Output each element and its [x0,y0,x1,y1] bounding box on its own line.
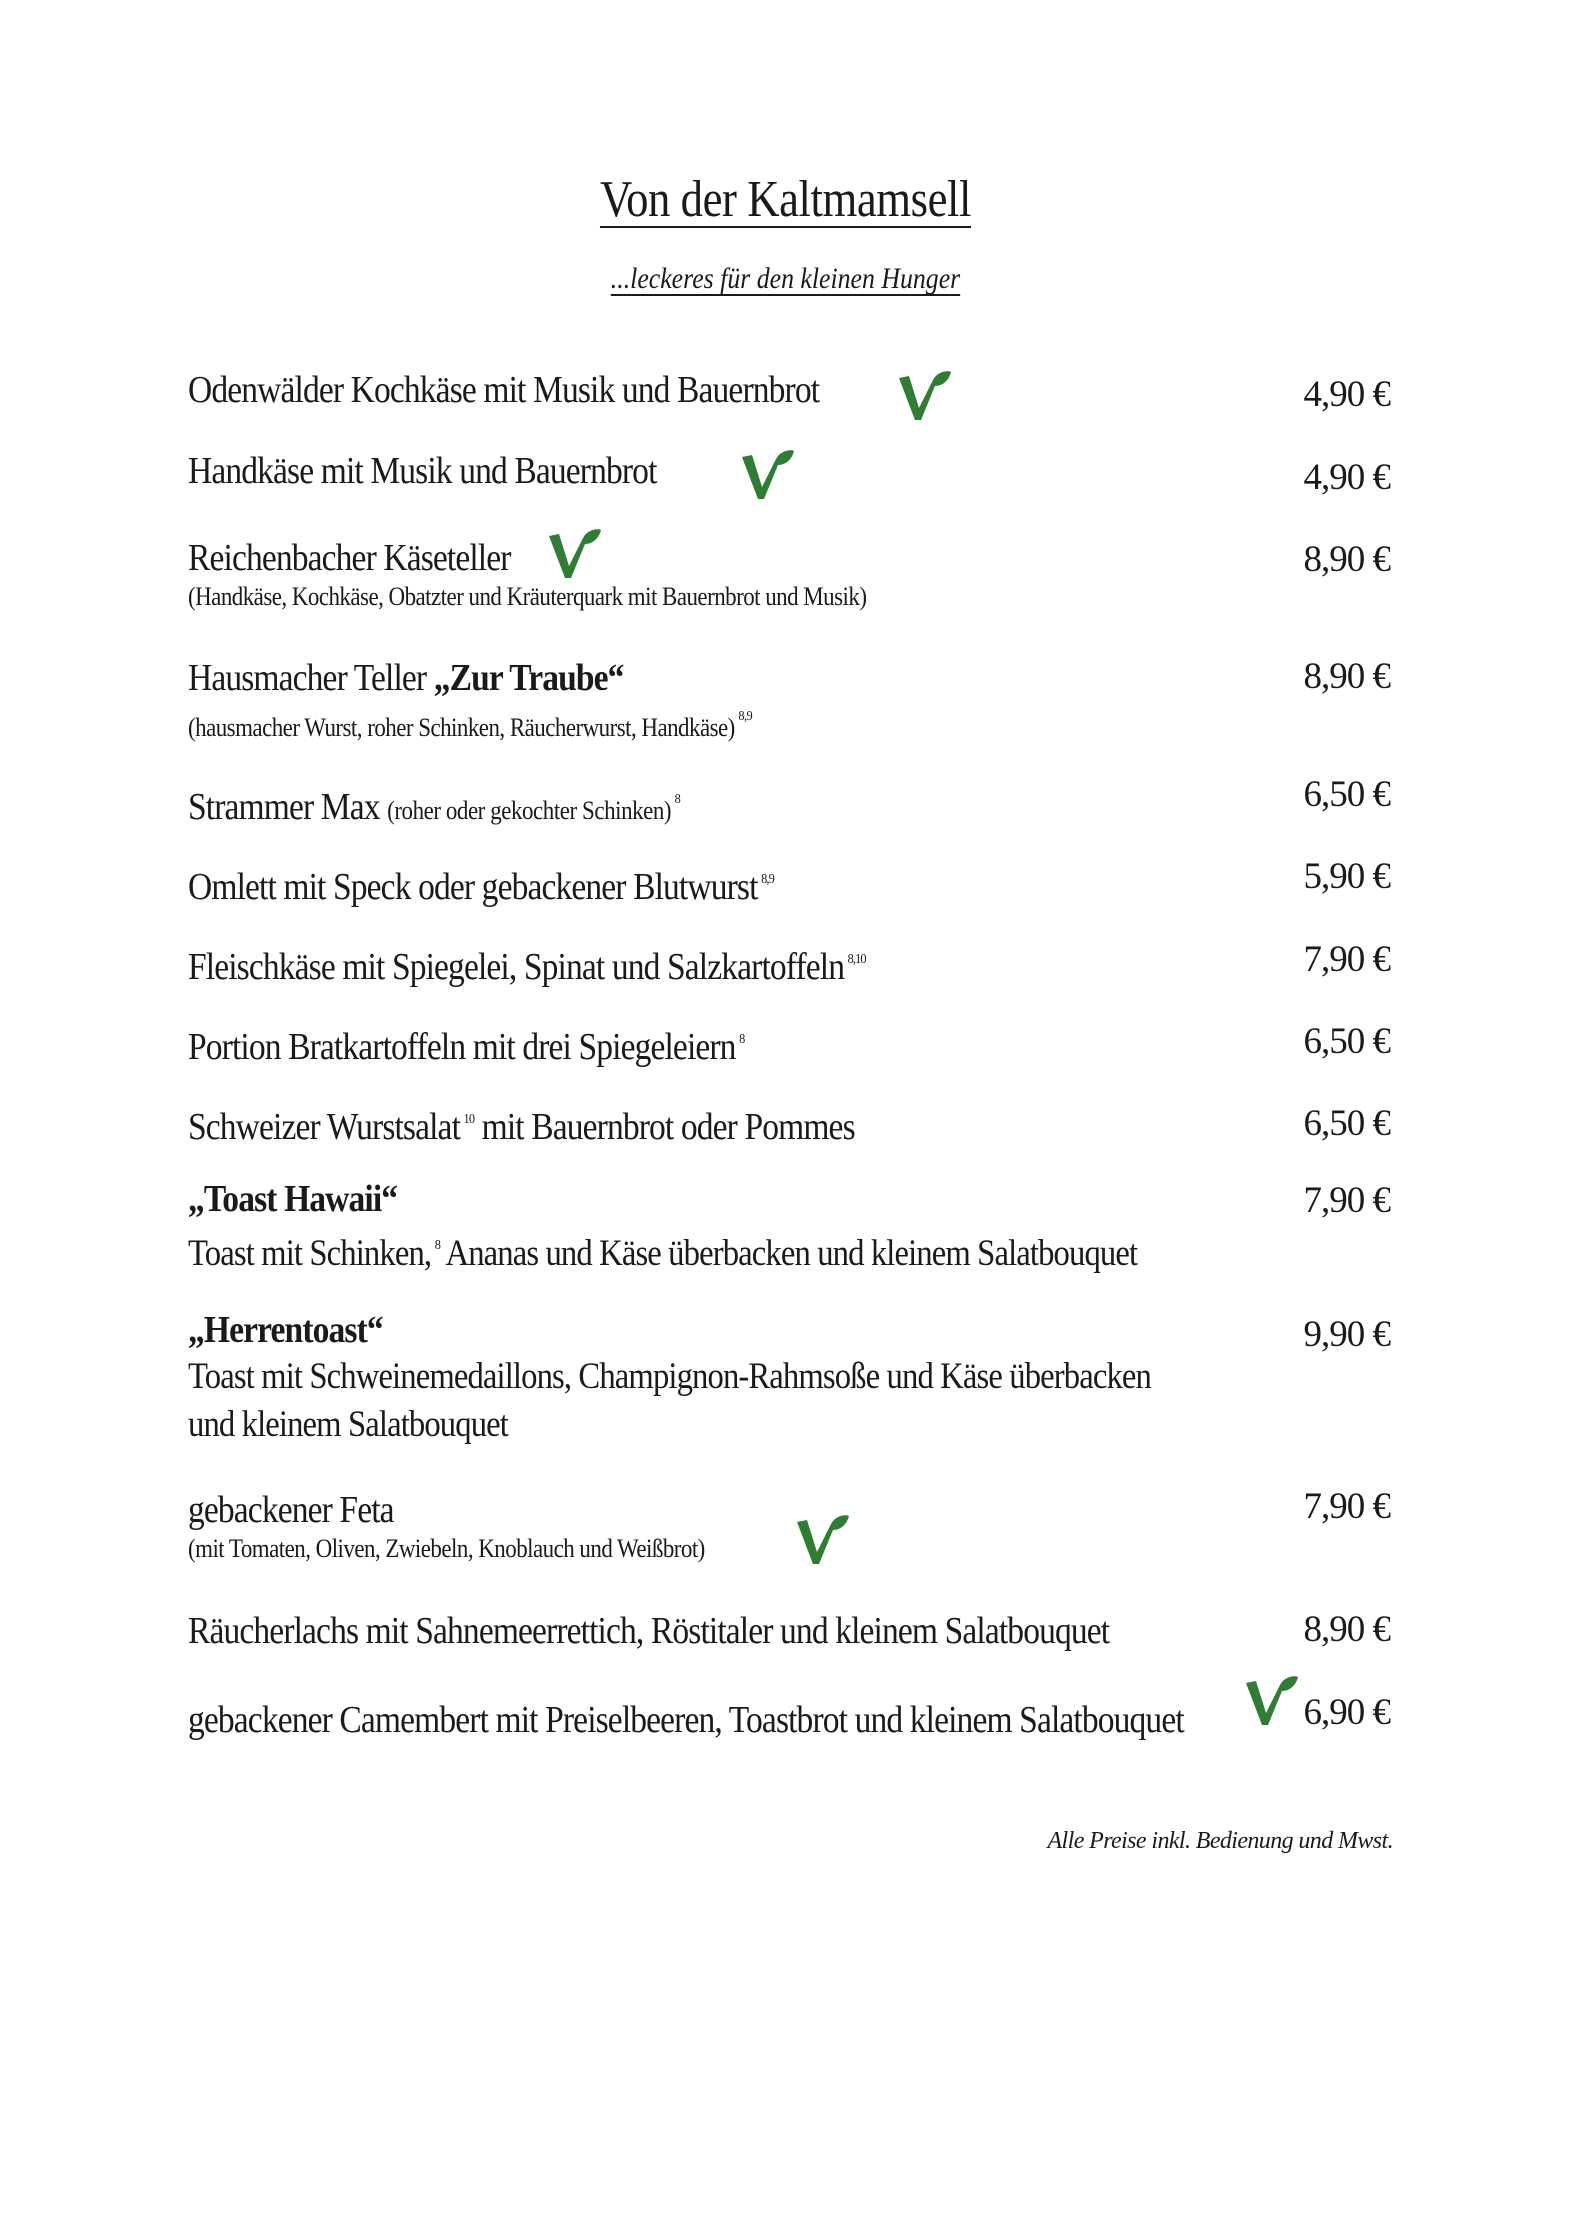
vegetarian-v-leaf-icon [793,1512,851,1568]
menu-item [188,1697,1388,1743]
menu-item-name: Omlett mit Speck oder gebackener Blutwurst $^{8,9}$ [188,866,774,908]
menu-item-price: 6,90 € [1303,1692,1390,1733]
menu-item-price: 8,90 € [1303,1609,1390,1650]
allergen-note: 10 [463,1112,475,1127]
restaurant-name: „Zur Traube“ [433,657,624,699]
menu-item-name: Fleischkäse mit Spiegelei, Spinat und Salzkartoffeln $^{8,10}$ [188,946,866,988]
menu-item-description: (roher oder gekochter Schinken) [387,796,672,825]
menu-item-name: gebackener Camembert mit Preiselbeeren, Toastbrot und kleinem Salatbouquet [188,1699,1184,1741]
menu-item-name: Odenwälder Kochkäse mit Musik und Bauernbrot [188,369,820,411]
vegetarian-v-leaf-icon [545,526,603,582]
price-note-footer: Alle Preise inkl. Bedienung und Mwst. [1047,1828,1393,1854]
menu-item-price: 6,50 € [1303,774,1390,815]
menu-item-name: „Herrentoast“ [188,1309,383,1351]
menu-item-price: 7,90 € [1303,1486,1390,1527]
menu-item-price: 8,90 € [1303,539,1390,580]
menu-item-price: 7,90 € [1303,1180,1390,1221]
menu-item [188,1608,1388,1654]
menu-item-price: 8,90 € [1303,656,1390,697]
allergen-note: 8,9 [761,872,774,887]
menu-item [188,1017,1388,1070]
allergen-note: 8,10 [847,952,866,967]
menu-item-price: 6,50 € [1303,1103,1390,1144]
page-subtitle: ...leckeres für den kleinen Hunger [610,262,961,295]
menu-item-price: 5,90 € [1303,856,1390,897]
allergen-note: 8 [674,792,680,807]
menu-item [188,1307,1388,1449]
menu-item-description: Toast mit Schinken, $^8$ Ananas und Käse überbacken und kleinem Salatbouquet [188,1233,1138,1274]
menu-item-description: (mit Tomaten, Oliven, Zwiebeln, Knoblauch und Weißbrot) [188,1534,705,1563]
menu-item-name: Hausmacher Teller „Zur Traube“ [188,657,624,699]
menu-item [188,367,1388,413]
menu-item-name: gebackener Feta [188,1489,394,1531]
menu-item-price: 9,90 € [1303,1314,1390,1355]
menu-item-name: Strammer Max (roher oder gekochter Schinken) $^8$ [188,786,680,828]
menu-item-description: (Handkäse, Kochkäse, Obatzter und Kräuterquark mit Bauernbrot und Musik) [188,582,867,611]
menu-item-price: 4,90 € [1303,374,1390,415]
allergen-note: 8,9 [738,709,753,724]
menu-item [188,1176,1388,1278]
menu-item [188,1097,1388,1150]
menu-item [188,1487,1388,1565]
menu-item-name: Handkäse mit Musik und Bauernbrot [188,450,657,492]
menu-item-name: „Toast Hawaii“ [188,1178,398,1220]
menu-item-description: (hausmacher Wurst, roher Schinken, Räucherwurst, Handkäse) $^{8,9}$ [188,709,753,742]
menu-item-name: Reichenbacher Käseteller [188,537,511,579]
menu-item-name: Portion Bratkartoffeln mit drei Spiegeleiern $^8$ [188,1026,745,1068]
menu-item-description: und kleinem Salatbouquet [188,1404,508,1445]
vegetarian-v-leaf-icon [738,447,796,503]
vegetarian-v-leaf-icon [895,368,953,424]
menu-item-price: 4,90 € [1303,457,1390,498]
menu-item [188,535,1388,613]
menu-item-name: Schweizer Wurstsalat $^{10}$ mit Bauernbrot oder Pommes [188,1106,855,1148]
menu-item-price: 6,50 € [1303,1021,1390,1062]
page-title: Von der Kaltmamsell [599,171,972,228]
allergen-note: 8 [739,1032,745,1047]
menu-item [188,777,1388,834]
menu-item [188,655,1388,744]
menu-item [188,857,1388,910]
menu-item-price: 7,90 € [1303,939,1390,980]
menu-item-name: Räucherlachs mit Sahnemeerrettich, Röstitaler und kleinem Salatbouquet [188,1610,1110,1652]
menu-item [188,937,1388,990]
allergen-note: 8 [434,1238,441,1253]
menu-item-description: Toast mit Schweinemedaillons, Champignon-Rahmsoße und Käse überbacken [188,1356,1151,1397]
